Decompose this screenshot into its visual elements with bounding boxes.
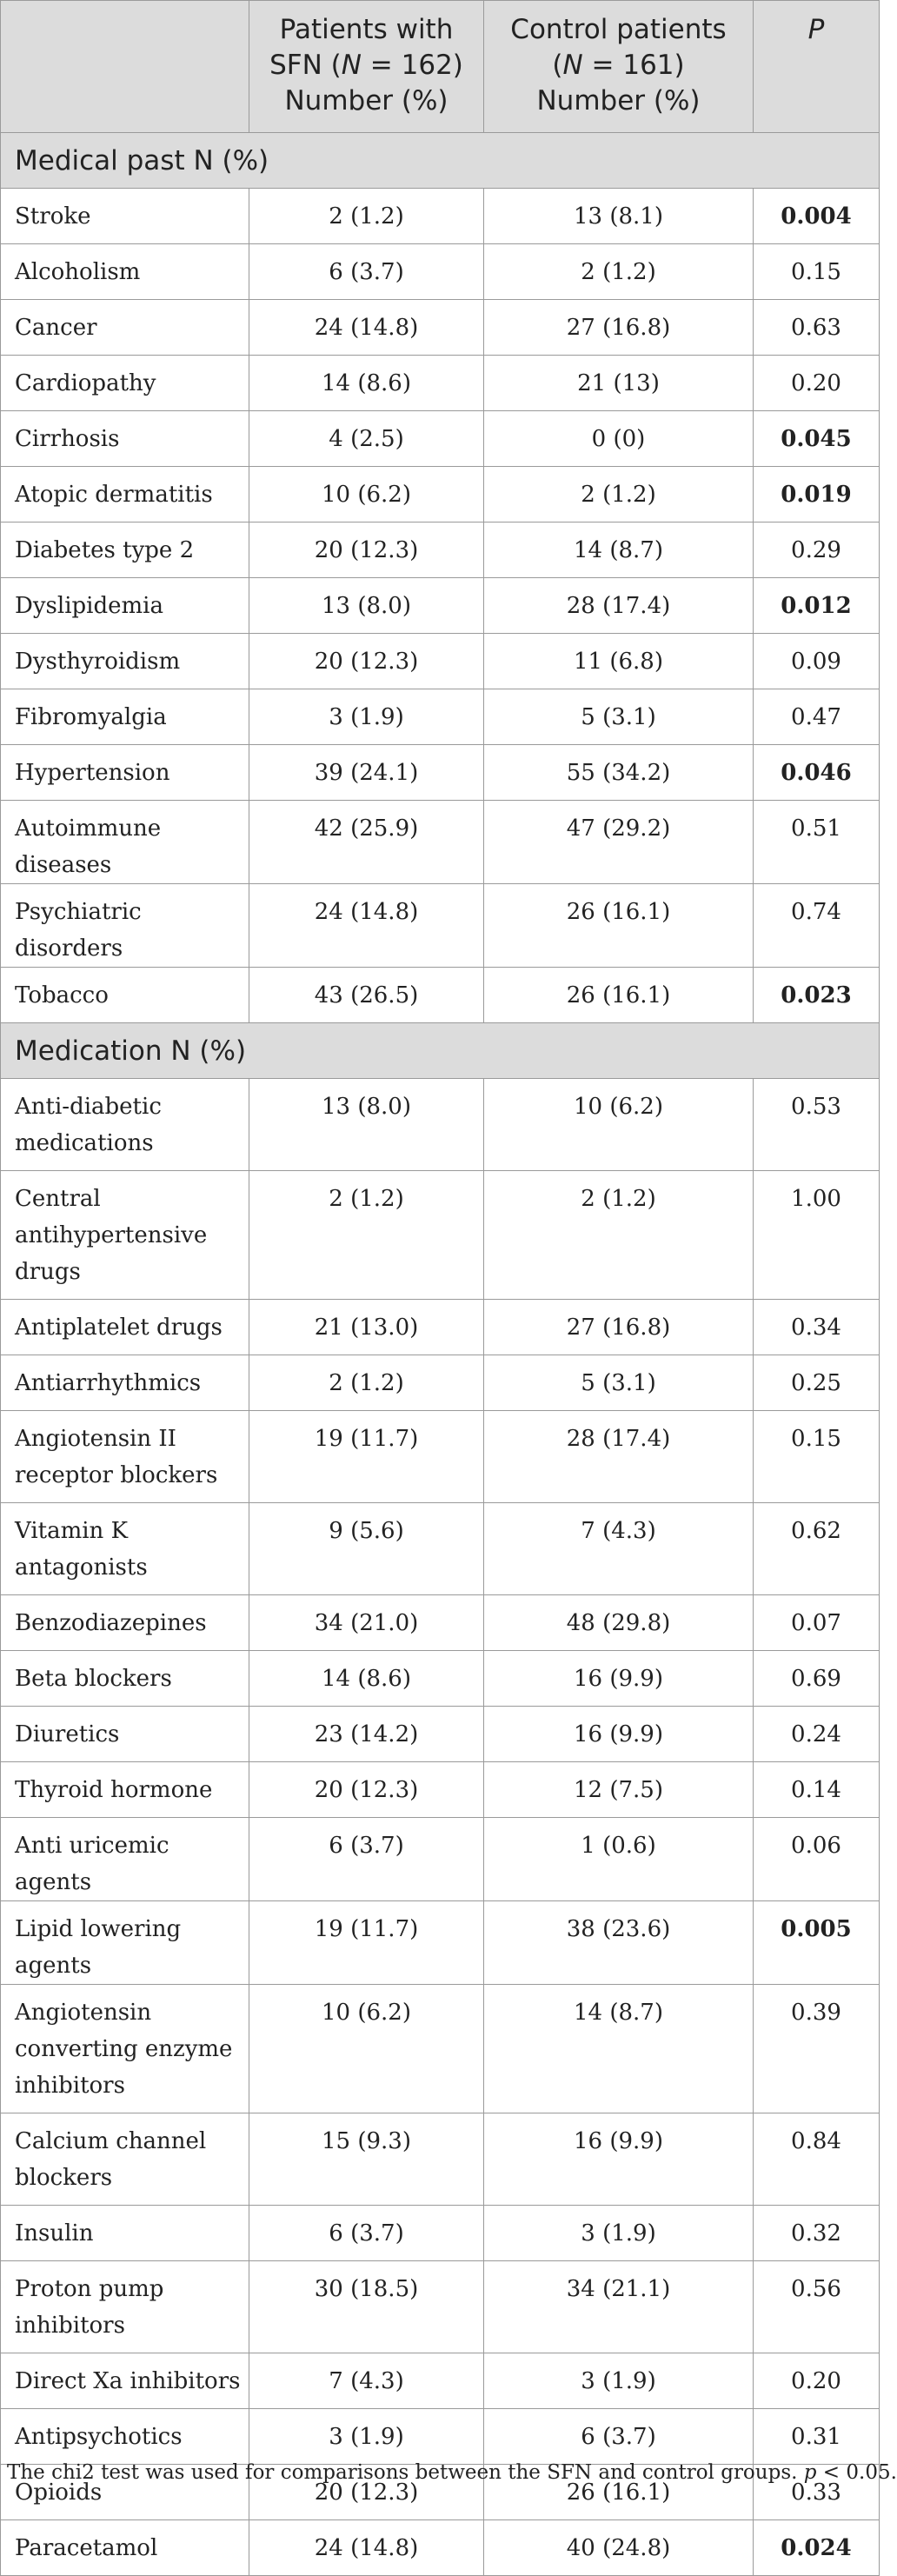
sfn-count-cell: 34 (21.0) (249, 1595, 484, 1651)
sfn-count-cell: 6 (3.7) (249, 2206, 484, 2261)
row-label: Calcium channel blockers (1, 2113, 249, 2206)
sfn-count-cell: 4 (2.5) (249, 411, 484, 467)
p-value-cell: 0.25 (754, 1355, 880, 1411)
sfn-count-cell: 6 (3.7) (249, 1818, 484, 1901)
sfn-count-cell: 39 (24.1) (249, 745, 484, 801)
p-value-cell: 0.023 (754, 968, 880, 1023)
p-value-cell: 0.56 (754, 2261, 880, 2353)
control-count-cell: 3 (1.9) (484, 2353, 754, 2409)
table-row (1, 356, 880, 411)
header-control-line2-post: = 161) (582, 50, 685, 81)
table-footnote (7, 2461, 897, 2484)
p-value-cell: 0.019 (754, 467, 880, 523)
p-value-cell: 0.34 (754, 1300, 880, 1355)
header-control-patients (484, 1, 754, 133)
p-value-cell: 0.15 (754, 1411, 880, 1503)
table-row (1, 523, 880, 578)
row-label: Psychiatric disorders (1, 884, 249, 968)
table-row (1, 884, 880, 968)
row-label: Paracetamol (1, 2520, 249, 2576)
p-value-cell: 0.29 (754, 523, 880, 578)
p-value-cell: 0.51 (754, 801, 880, 884)
row-label: Alcoholism (1, 244, 249, 300)
sfn-count-cell: 14 (8.6) (249, 1651, 484, 1707)
footnote-threshold: < 0.05. (816, 2461, 897, 2484)
table-row (1, 2261, 880, 2353)
row-label: Cirrhosis (1, 411, 249, 467)
header-sfn-line2-pre: SFN ( (269, 50, 342, 81)
row-label: Dysthyroidism (1, 634, 249, 689)
table-row (1, 2353, 880, 2409)
control-count-cell: 26 (16.1) (484, 884, 754, 968)
control-count-cell: 34 (21.1) (484, 2261, 754, 2353)
table-row (1, 689, 880, 745)
table-row (1, 634, 880, 689)
row-label: Opioids (1, 2465, 249, 2520)
header-sfn-line3: Number (%) (284, 85, 448, 116)
control-count-cell: 28 (17.4) (484, 1411, 754, 1503)
header-control-line2-var: N (562, 50, 583, 81)
table-row (1, 1503, 880, 1595)
table-row (1, 411, 880, 467)
sfn-count-cell: 24 (14.8) (249, 300, 484, 356)
row-label: Cardiopathy (1, 356, 249, 411)
sfn-count-cell: 19 (11.7) (249, 1901, 484, 1985)
table-row (1, 1079, 880, 1171)
p-value-cell: 0.69 (754, 1651, 880, 1707)
p-value-cell: 0.24 (754, 1707, 880, 1762)
p-value-cell: 0.47 (754, 689, 880, 745)
control-count-cell: 48 (29.8) (484, 1595, 754, 1651)
sfn-count-cell: 10 (6.2) (249, 1985, 484, 2113)
table-row (1, 801, 880, 884)
sfn-count-cell: 13 (8.0) (249, 578, 484, 634)
control-count-cell: 16 (9.9) (484, 1651, 754, 1707)
table-row (1, 1355, 880, 1411)
sfn-count-cell: 30 (18.5) (249, 2261, 484, 2353)
control-count-cell: 38 (23.6) (484, 1901, 754, 1985)
table-row (1, 1818, 880, 1901)
sfn-count-cell: 10 (6.2) (249, 467, 484, 523)
p-value-cell: 0.74 (754, 884, 880, 968)
p-value-cell: 0.63 (754, 300, 880, 356)
control-count-cell: 40 (24.8) (484, 2520, 754, 2576)
control-count-cell: 7 (4.3) (484, 1503, 754, 1595)
sfn-count-cell: 2 (1.2) (249, 1171, 484, 1300)
table-header (1, 1, 880, 133)
row-label: Anti-diabetic medications (1, 1079, 249, 1171)
sfn-count-cell: 24 (14.8) (249, 2520, 484, 2576)
control-count-cell: 0 (0) (484, 411, 754, 467)
p-value-cell: 1.00 (754, 1171, 880, 1300)
p-value-cell: 0.84 (754, 2113, 880, 2206)
table-row (1, 2520, 880, 2576)
control-count-cell: 55 (34.2) (484, 745, 754, 801)
p-value-cell: 0.39 (754, 1985, 880, 2113)
row-label: Benzodiazepines (1, 1595, 249, 1651)
header-control-line1: Control patients (510, 14, 727, 45)
sfn-count-cell: 24 (14.8) (249, 884, 484, 968)
sfn-count-cell: 20 (12.3) (249, 523, 484, 578)
sfn-count-cell: 15 (9.3) (249, 2113, 484, 2206)
table-row (1, 2206, 880, 2261)
sfn-count-cell: 23 (14.2) (249, 1707, 484, 1762)
row-label: Antiplatelet drugs (1, 1300, 249, 1355)
sfn-count-cell: 9 (5.6) (249, 1503, 484, 1595)
table-row (1, 300, 880, 356)
table-row (1, 2113, 880, 2206)
row-label: Cancer (1, 300, 249, 356)
p-value-cell: 0.20 (754, 2353, 880, 2409)
control-count-cell: 13 (8.1) (484, 189, 754, 244)
table-row (1, 1300, 880, 1355)
control-count-cell: 47 (29.2) (484, 801, 754, 884)
control-count-cell: 2 (1.2) (484, 1171, 754, 1300)
control-count-cell: 28 (17.4) (484, 578, 754, 634)
table-row (1, 1985, 880, 2113)
header-empty-cell (1, 1, 249, 133)
p-value-cell: 0.32 (754, 2206, 880, 2261)
footnote-text: The chi2 test was used for comparisons between the SFN and control groups. (7, 2461, 804, 2484)
p-value-cell: 0.53 (754, 1079, 880, 1171)
table-row (1, 1651, 880, 1707)
row-label: Antipsychotics (1, 2409, 249, 2465)
table-row (1, 1595, 880, 1651)
p-value-cell: 0.07 (754, 1595, 880, 1651)
control-count-cell: 26 (16.1) (484, 2465, 754, 2520)
sfn-count-cell: 43 (26.5) (249, 968, 484, 1023)
control-count-cell: 21 (13) (484, 356, 754, 411)
row-label: Proton pump inhibitors (1, 2261, 249, 2353)
control-count-cell: 12 (7.5) (484, 1762, 754, 1818)
p-value-cell: 0.024 (754, 2520, 880, 2576)
table-row (1, 1707, 880, 1762)
table-row (1, 244, 880, 300)
row-label: Hypertension (1, 745, 249, 801)
sfn-count-cell: 20 (12.3) (249, 634, 484, 689)
row-label: Central antihypertensive drugs (1, 1171, 249, 1300)
p-value-cell: 0.14 (754, 1762, 880, 1818)
control-count-cell: 27 (16.8) (484, 1300, 754, 1355)
p-value-cell: 0.62 (754, 1503, 880, 1595)
section-title: Medication N (%) (1, 1023, 880, 1079)
header-control-line2-pre: ( (552, 50, 563, 81)
p-value-cell: 0.06 (754, 1818, 880, 1901)
row-label: Atopic dermatitis (1, 467, 249, 523)
p-value-cell: 0.045 (754, 411, 880, 467)
row-label: Insulin (1, 2206, 249, 2261)
table-row (1, 968, 880, 1023)
table-row (1, 1411, 880, 1503)
section-header-row (1, 1023, 880, 1079)
table-row (1, 745, 880, 801)
sfn-count-cell: 42 (25.9) (249, 801, 484, 884)
control-count-cell: 16 (9.9) (484, 2113, 754, 2206)
table-row (1, 2409, 880, 2465)
header-control-line3: Number (%) (536, 85, 701, 116)
p-value-cell: 0.004 (754, 189, 880, 244)
header-row (1, 1, 880, 133)
control-count-cell: 6 (3.7) (484, 2409, 754, 2465)
p-value-cell: 0.15 (754, 244, 880, 300)
p-value-cell: 0.012 (754, 578, 880, 634)
header-sfn-line2 (255, 48, 478, 83)
table-row (1, 189, 880, 244)
sfn-count-cell: 19 (11.7) (249, 1411, 484, 1503)
section-title: Medical past N (%) (1, 133, 880, 189)
header-sfn-line2-var: N (341, 50, 362, 81)
table-row (1, 578, 880, 634)
row-label: Angiotensin II receptor blockers (1, 1411, 249, 1503)
row-label: Beta blockers (1, 1651, 249, 1707)
sfn-count-cell: 3 (1.9) (249, 689, 484, 745)
row-label: Thyroid hormone (1, 1762, 249, 1818)
table-row (1, 1901, 880, 1985)
sfn-count-cell: 13 (8.0) (249, 1079, 484, 1171)
control-count-cell: 11 (6.8) (484, 634, 754, 689)
row-label: Vitamin K antagonists (1, 1503, 249, 1595)
row-label: Tobacco (1, 968, 249, 1023)
p-value-cell: 0.31 (754, 2409, 880, 2465)
row-label: Autoimmune diseases (1, 801, 249, 884)
control-count-cell: 5 (3.1) (484, 689, 754, 745)
header-p-value (754, 1, 880, 133)
p-value-cell: 0.20 (754, 356, 880, 411)
control-count-cell: 16 (9.9) (484, 1707, 754, 1762)
header-sfn-line1: Patients with (279, 14, 454, 45)
sfn-count-cell: 2 (1.2) (249, 1355, 484, 1411)
control-count-cell: 27 (16.8) (484, 300, 754, 356)
row-label: Lipid lowering agents (1, 1901, 249, 1985)
p-value-cell: 0.33 (754, 2465, 880, 2520)
row-label: Diuretics (1, 1707, 249, 1762)
control-count-cell: 5 (3.1) (484, 1355, 754, 1411)
p-value-cell: 0.09 (754, 634, 880, 689)
control-count-cell: 2 (1.2) (484, 467, 754, 523)
header-p-label: P (807, 14, 825, 45)
sfn-count-cell: 14 (8.6) (249, 356, 484, 411)
control-count-cell: 14 (8.7) (484, 1985, 754, 2113)
control-count-cell: 3 (1.9) (484, 2206, 754, 2261)
control-count-cell: 1 (0.6) (484, 1818, 754, 1901)
section-header-row (1, 133, 880, 189)
sfn-count-cell: 7 (4.3) (249, 2353, 484, 2409)
table-body (1, 133, 880, 2576)
table-row (1, 1762, 880, 1818)
row-label: Angiotensin converting enzyme inhibitors (1, 1985, 249, 2113)
p-value-cell: 0.046 (754, 745, 880, 801)
sfn-count-cell: 21 (13.0) (249, 1300, 484, 1355)
control-count-cell: 2 (1.2) (484, 244, 754, 300)
sfn-count-cell: 2 (1.2) (249, 189, 484, 244)
sfn-count-cell: 6 (3.7) (249, 244, 484, 300)
header-sfn-patients (249, 1, 484, 133)
table-row (1, 1171, 880, 1300)
row-label: Fibromyalgia (1, 689, 249, 745)
control-count-cell: 14 (8.7) (484, 523, 754, 578)
row-label: Direct Xa inhibitors (1, 2353, 249, 2409)
sfn-count-cell: 3 (1.9) (249, 2409, 484, 2465)
row-label: Antiarrhythmics (1, 1355, 249, 1411)
row-label: Diabetes type 2 (1, 523, 249, 578)
header-sfn-line2-post: = 162) (361, 50, 463, 81)
sfn-count-cell: 20 (12.3) (249, 1762, 484, 1818)
p-value-cell: 0.005 (754, 1901, 880, 1985)
row-label: Anti uricemic agents (1, 1818, 249, 1901)
row-label: Stroke (1, 189, 249, 244)
table-row (1, 467, 880, 523)
header-control-line2 (489, 48, 748, 83)
footnote-p-var: p (803, 2461, 817, 2484)
sfn-count-cell: 20 (12.3) (249, 2465, 484, 2520)
control-count-cell: 26 (16.1) (484, 968, 754, 1023)
row-label: Dyslipidemia (1, 578, 249, 634)
control-count-cell: 10 (6.2) (484, 1079, 754, 1171)
